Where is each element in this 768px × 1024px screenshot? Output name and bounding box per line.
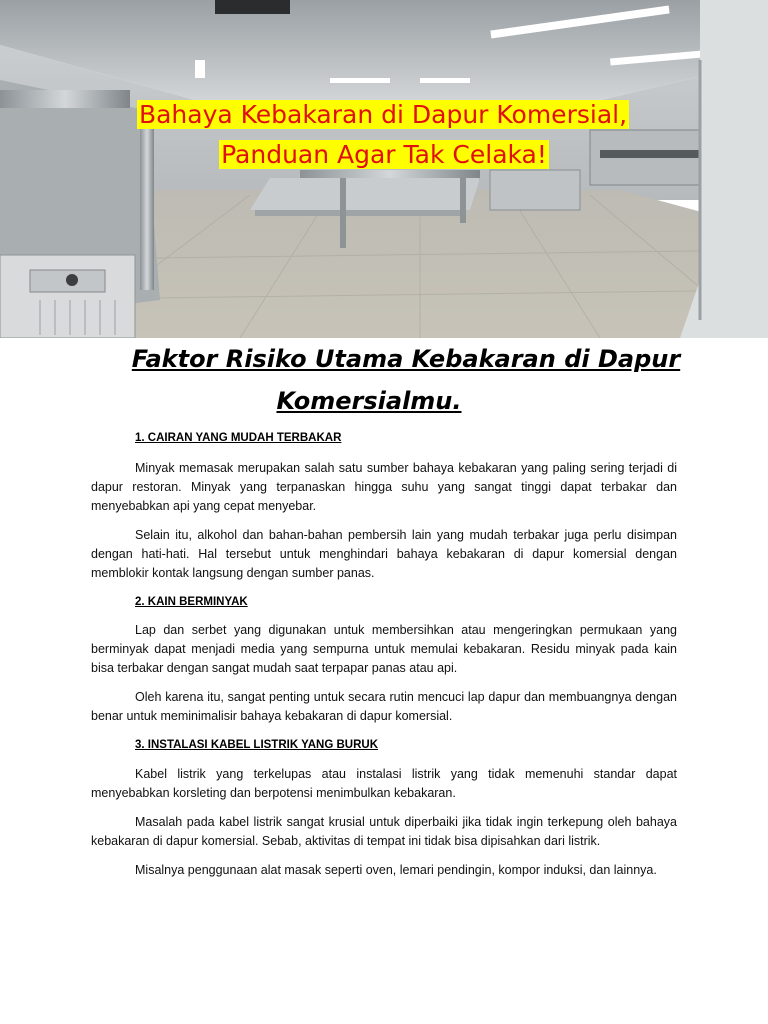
section-1-title: 1. CAIRAN YANG MUDAH TERBAKAR [135, 432, 342, 444]
section-2-paragraph-1: Lap dan serbet yang digunakan untuk membersihkan atau mengeringkan permukaan yang berminyak dapat menjadi media yang sempurna untuk memulai kebakaran. Residu minyak pada kain bisa terbakar dengan sangat mudah saat terpapar panas atau api. [91, 623, 677, 676]
section-3-paragraph-1: Kabel listrik yang terkelupas atau instalasi listrik yang tidak memenuhi standar dapat menyebabkan korsleting dan berpotensi menimbulkan kebakaran. [91, 767, 677, 801]
section-3-paragraph-2: Masalah pada kabel listrik sangat krusial untuk diperbaiki jika tidak ingin terkepung oleh bahaya kebakaran di dapur komersial. Sebab, aktivitas di tempat ini tidak bisa dipisahkan dari listrik. [91, 815, 677, 849]
article-heading-line-2-text: Komersialmu. [276, 387, 462, 415]
article-heading-line-1: Faktor Risiko Utama Kebakaran di Dapur [131, 345, 681, 373]
section-2-title: 2. KAIN BERMINYAK [135, 596, 248, 608]
hero-title-line-2 [0, 138, 768, 172]
hero-title-line-1 [0, 98, 767, 132]
hero-image [0, 0, 768, 338]
section-1-paragraph-1: Minyak memasak merupakan salah satu sumber bahaya kebakaran yang paling sering terjadi di dapur restoran. Minyak yang terpanaskan hingga suhu yang sangat tinggi dapat terbakar dan menyebabkan api yang cepat menyebar. [91, 461, 677, 514]
article-heading-line-2 [0, 380, 768, 422]
hero-title-line-2-text: Panduan Agar Tak Celaka! [221, 140, 547, 169]
section-1-paragraph-2: Selain itu, alkohol dan bahan-bahan pembersih lain yang mudah terbakar juga perlu disimpan dengan hati-hati. Hal tersebut untuk menghindari bahaya kebakaran di dapur komersial dengan memblokir kontak langsung dengan sumber panas. [91, 528, 677, 581]
section-3-title: 3. INSTALASI KABEL LISTRIK YANG BURUK [135, 739, 379, 751]
hero-title-line-1-text: Bahaya Kebakaran di Dapur Komersial, [138, 100, 628, 129]
section-3-paragraph-3: Misalnya penggunaan alat masak seperti oven, lemari pendingin, kompor induksi, dan lainnya. [135, 863, 657, 877]
section-2-paragraph-2: Oleh karena itu, sangat penting untuk secara rutin mencuci lap dapur dan membuangnya dengan benar untuk meminimalisir bahaya kebakaran di dapur komersial. [91, 690, 677, 724]
